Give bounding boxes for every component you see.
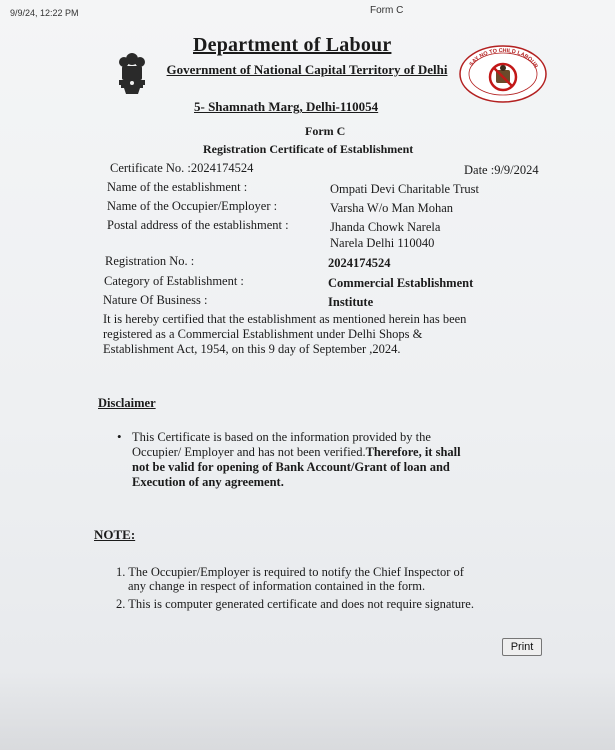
form-label: Form C bbox=[305, 124, 346, 138]
government-name: Government of National Capital Territory of Delhi bbox=[166, 62, 448, 77]
statement-line: It is hereby certified that the establishment as mentioned herein has been bbox=[103, 312, 467, 326]
note-heading: NOTE: bbox=[94, 527, 136, 542]
certificate-title: Registration Certificate of Establishment bbox=[203, 142, 414, 156]
disclaimer-line: This Certificate is based on the information provided by the bbox=[132, 430, 431, 444]
national-emblem-icon bbox=[112, 50, 152, 102]
certification-statement bbox=[103, 312, 543, 357]
statement-line: registered as a Commercial Establishment under Delhi Shops & bbox=[103, 327, 423, 341]
badge-text: SAY NO TO CHILD LABOUR bbox=[468, 47, 539, 70]
department-address: 5- Shamnath Marg, Delhi-110054 bbox=[194, 99, 379, 114]
child-labour-badge-icon bbox=[458, 44, 548, 104]
note-line: 2. This is computer generated certificate and does not require signature. bbox=[116, 597, 474, 611]
print-button[interactable]: Print bbox=[502, 638, 542, 656]
field-value-establishment: Ompati Devi Charitable Trust bbox=[330, 182, 479, 196]
note-item-1 bbox=[116, 565, 536, 593]
field-value-address-line2: Narela Delhi 110040 bbox=[330, 236, 435, 250]
disclaimer-text bbox=[132, 430, 532, 490]
bullet-icon: • bbox=[117, 429, 122, 444]
disclaimer-line: Execution of any agreement. bbox=[132, 475, 284, 489]
field-value-occupier: Varsha W/o Man Mohan bbox=[330, 201, 454, 215]
print-page-title: Form C bbox=[370, 5, 404, 16]
disclaimer-plain: Occupier/ Employer and has not been verified. bbox=[132, 445, 366, 459]
field-value-address-line1: Jhanda Chowk Narela bbox=[330, 220, 441, 234]
disclaimer-bold: Therefore, it shall bbox=[365, 445, 461, 459]
field-label-establishment: Name of the establishment : bbox=[107, 180, 248, 194]
field-label-registration: Registration No. : bbox=[105, 254, 195, 268]
certificate-number: Certificate No. :2024174524 bbox=[110, 161, 254, 175]
field-label-nature: Nature Of Business : bbox=[103, 293, 208, 307]
page-shadow bbox=[0, 670, 615, 750]
disclaimer-heading: Disclaimer bbox=[98, 396, 156, 410]
department-title: Department of Labour bbox=[193, 34, 392, 56]
note-line: 1. The Occupier/Employer is required to notify the Chief Inspector of bbox=[116, 565, 464, 579]
note-item-2 bbox=[116, 597, 556, 611]
certificate-date: Date :9/9/2024 bbox=[464, 163, 539, 177]
field-value-category: Commercial Establishment bbox=[328, 276, 474, 290]
disclaimer-line bbox=[132, 445, 532, 460]
disclaimer-line: not be valid for opening of Bank Account/Grant of loan and bbox=[132, 460, 450, 474]
field-value-nature: Institute bbox=[328, 295, 374, 309]
field-label-category: Category of Establishment : bbox=[104, 274, 244, 288]
field-label-occupier: Name of the Occupier/Employer : bbox=[107, 199, 278, 213]
statement-line: Establishment Act, 1954, on this 9 day of September ,2024. bbox=[103, 342, 401, 356]
note-line: any change in respect of information contained in the form. bbox=[128, 579, 426, 593]
print-timestamp: 9/9/24, 12:22 PM bbox=[10, 8, 79, 18]
field-label-address: Postal address of the establishment : bbox=[107, 218, 289, 232]
field-value-registration: 2024174524 bbox=[328, 256, 391, 270]
